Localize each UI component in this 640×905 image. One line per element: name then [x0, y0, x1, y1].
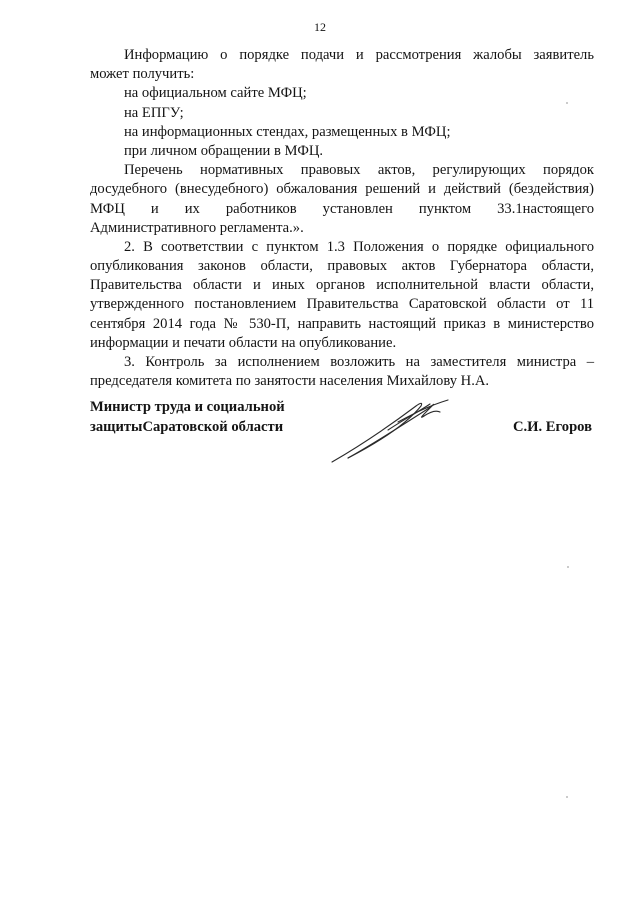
paragraph-line: Правительства области и иных органов исполнительной власти области, [90, 277, 594, 294]
paragraph-line: 2. В соответствии с пунктом 1.3 Положения о порядке официального [124, 238, 594, 255]
document-body [90, 46, 594, 391]
signatory-name: С.И. Егоров [512, 419, 592, 435]
paragraph-line: опубликования законов области, правовых актов Губернатора области, [90, 258, 594, 275]
page-number: 12 [314, 20, 326, 34]
paragraph-line: 3. Контроль за исполнением возложить на заместителя министра – [124, 354, 594, 370]
handwritten-signature [328, 392, 458, 466]
paragraph-line: утвержденного постановлением Правительства Саратовской области от 11 [90, 296, 594, 313]
signatory-position [90, 397, 285, 437]
scan-speck [566, 796, 568, 798]
paragraph-line: может получить: [90, 66, 195, 83]
paragraph-line: досудебного (внесудебного) обжалования решений и действий (бездействия) [90, 181, 594, 198]
scan-speck [567, 566, 569, 568]
list-item: на информационных стендах, размещенных в МФЦ; [124, 123, 451, 140]
paragraph-line: Информацию о порядке подачи и рассмотрения жалобы заявитель [124, 47, 594, 63]
paragraph-line: Перечень нормативных правовых актов, регулирующих порядок [124, 162, 594, 179]
signatory-position-line: Министр труда и социальной [90, 399, 285, 415]
paragraph-line: Административного регламента.». [90, 219, 304, 236]
paragraph-line: информации и печати области на опубликование. [90, 334, 397, 351]
paragraph-line: председателя комитета по занятости населения Михайлову Н.А. [90, 373, 490, 390]
paragraph-line: МФЦ и их работников установлен пунктом 33.1настоящего [90, 200, 594, 217]
list-item: на ЕПГУ; [124, 104, 184, 121]
list-item: при личном обращении в МФЦ. [124, 142, 324, 159]
signatory-position-line: защитыСаратовской области [90, 419, 284, 435]
list-item: на официальном сайте МФЦ; [124, 85, 307, 102]
scan-speck [566, 102, 568, 104]
paragraph-line: сентября 2014 года № 530-П, направить настоящий приказ в министерство [90, 315, 594, 332]
